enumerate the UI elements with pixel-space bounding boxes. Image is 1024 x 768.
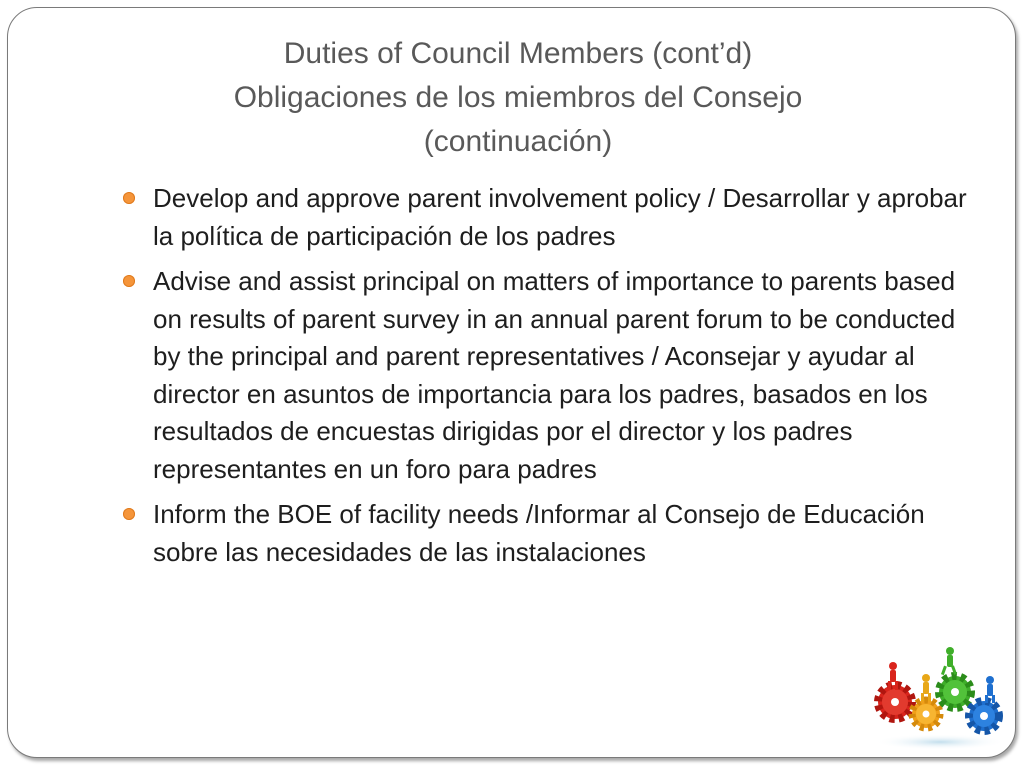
bullet-text: Inform the BOE of facility needs /Informar al Consejo de Educación sobre las necesidades de las instalaciones — [153, 499, 925, 567]
bullet-dot-icon — [123, 192, 135, 204]
bullet-item — [120, 180, 980, 255]
gears-and-people-icon — [868, 640, 1008, 750]
slide-frame — [7, 7, 1016, 758]
title-line-continuation: (continuación) — [423, 125, 613, 158]
bullet-list — [120, 180, 980, 579]
slide-title — [88, 32, 948, 164]
red-gear-icon — [878, 685, 912, 719]
green-gear-icon — [939, 676, 971, 708]
bullet-dot-icon — [123, 508, 135, 520]
title-line-spanish: Obligaciones de los miembros del Consejo — [233, 81, 803, 114]
person-figure-icon — [941, 647, 957, 675]
title-line-english: Duties of Council Members (cont’d) — [283, 37, 753, 70]
bullet-dot-icon — [123, 275, 135, 287]
bullet-item — [120, 496, 980, 571]
orange-gear-icon — [912, 700, 940, 728]
bullet-text: Develop and approve parent involvement policy / Desarrollar y aprobar la política de participación de los padres — [153, 183, 967, 251]
blue-gear-icon — [969, 701, 999, 731]
bullet-item — [120, 263, 980, 488]
bullet-text: Advise and assist principal on matters of importance to parents based on results of parent survey in an annual parent forum to be conducted by the principal and parent representatives / Aconsejar y ayudar al director en asuntos de importancia para los padres, basados en los resultados de encuestas dirigidas por el director y los padres representantes en un foro para padres — [153, 266, 956, 484]
